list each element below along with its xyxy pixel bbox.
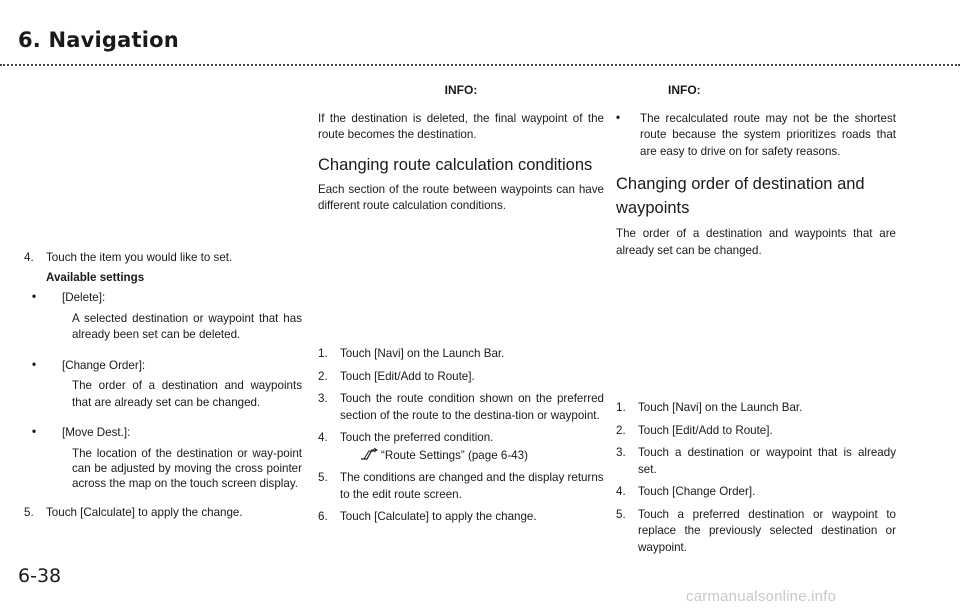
header-divider <box>0 64 960 66</box>
step-number: 2. <box>318 369 328 383</box>
info-bullet-text: The recalculated route may not be the shortest route because the system prioritizes roads that are easy to drive on for safety reasons. <box>640 111 896 158</box>
info-text: If the destination is deleted, the final waypoint of the route becomes the destination. <box>318 111 604 141</box>
bullet-icon: • <box>32 425 37 438</box>
available-settings-label: Available settings <box>46 270 145 284</box>
column-3-steps <box>616 400 896 556</box>
step-text: Touch [Calculate] to apply the change. <box>46 505 243 519</box>
page-reference[interactable] <box>318 447 604 465</box>
step-text: Touch [Navi] on the Launch Bar. <box>340 347 505 360</box>
step-text: Touch [Calculate] to apply the change. <box>340 510 537 523</box>
setting-desc-delete: A selected destination or waypoint that has already been set can be deleted. <box>72 311 302 341</box>
page-reference-text: “Route Settings” (page 6-43) <box>381 448 528 462</box>
column-2 <box>318 82 604 215</box>
step-text: Touch [Edit/Add to Route]. <box>340 369 475 383</box>
bullet-icon: • <box>32 357 37 371</box>
step-text: Touch the item you would like to set. <box>46 251 233 264</box>
bullet-icon: • <box>32 290 37 303</box>
section-intro: The order of a destination and waypoints that are already set can be changed. <box>616 227 896 257</box>
info-label: INFO: <box>668 83 701 97</box>
step-number: 4. <box>616 485 626 498</box>
step-3 <box>318 391 604 424</box>
section-intro: Each section of the route between waypoints can have different route calculation conditions. <box>318 182 604 212</box>
setting-item-change-order <box>24 358 302 375</box>
setting-item-move-dest <box>24 425 302 442</box>
step-text: Touch the preferred condition. <box>340 431 494 444</box>
step-text: Touch a preferred destination or waypoint to replace the previously selected destination or waypoint. <box>638 507 896 554</box>
column-2-steps <box>318 346 604 526</box>
setting-label: [Delete]: <box>62 291 106 304</box>
step-number: 2. <box>616 423 626 437</box>
watermark: carmanualsonline.info <box>686 588 837 605</box>
bullet-icon: • <box>616 110 621 124</box>
step-4 <box>24 250 302 267</box>
step-6 <box>318 509 604 526</box>
section-heading: Changing route calculation conditions <box>318 155 593 174</box>
step-text: Touch [Edit/Add to Route]. <box>638 423 773 437</box>
step-5 <box>318 470 604 503</box>
page-reference-icon <box>360 447 378 461</box>
step-text: The conditions are changed and the display returns to the edit route screen. <box>340 471 604 501</box>
step-4 <box>616 484 896 501</box>
column-3 <box>616 82 896 259</box>
info-bullet <box>616 111 896 161</box>
page-title: 6. Navigation <box>18 28 179 52</box>
step-2 <box>318 369 604 386</box>
setting-item-delete <box>24 290 302 307</box>
step-3 <box>616 445 896 478</box>
section-heading: Changing order of destination and waypoints <box>616 175 865 217</box>
step-2 <box>616 423 896 440</box>
step-1 <box>318 346 604 363</box>
page-number: 6-38 <box>18 565 62 587</box>
step-number: 4. <box>318 431 328 444</box>
step-text: Touch [Navi] on the Launch Bar. <box>638 401 803 414</box>
setting-label: [Change Order]: <box>62 358 146 372</box>
step-number: 1. <box>318 347 328 360</box>
step-5 <box>24 505 302 522</box>
step-number: 5. <box>318 471 328 484</box>
step-number: 5. <box>616 507 626 521</box>
info-label: INFO: <box>444 83 478 97</box>
setting-desc-move-dest: The location of the destination or way-point can be adjusted by moving the cross pointer across the map on the touch screen display. <box>72 446 302 490</box>
step-number: 3. <box>318 392 328 405</box>
step-text: Touch the route condition shown on the preferred section of the route to the destina-tion or waypoint. <box>340 392 604 422</box>
step-1 <box>616 400 896 417</box>
setting-desc-change-order: The order of a destination and waypoints that are already set can be changed. <box>72 379 302 409</box>
step-text: Touch [Change Order]. <box>638 485 756 498</box>
step-5 <box>616 507 896 557</box>
step-number: 1. <box>616 401 626 414</box>
step-number: 5. <box>24 505 34 519</box>
step-number: 3. <box>616 446 626 459</box>
column-1 <box>24 250 302 521</box>
step-number: 4. <box>24 251 34 264</box>
step-text: Touch a destination or waypoint that is already set. <box>638 446 896 476</box>
step-4 <box>318 430 604 447</box>
step-number: 6. <box>318 510 328 523</box>
setting-label: [Move Dest.]: <box>62 426 131 439</box>
